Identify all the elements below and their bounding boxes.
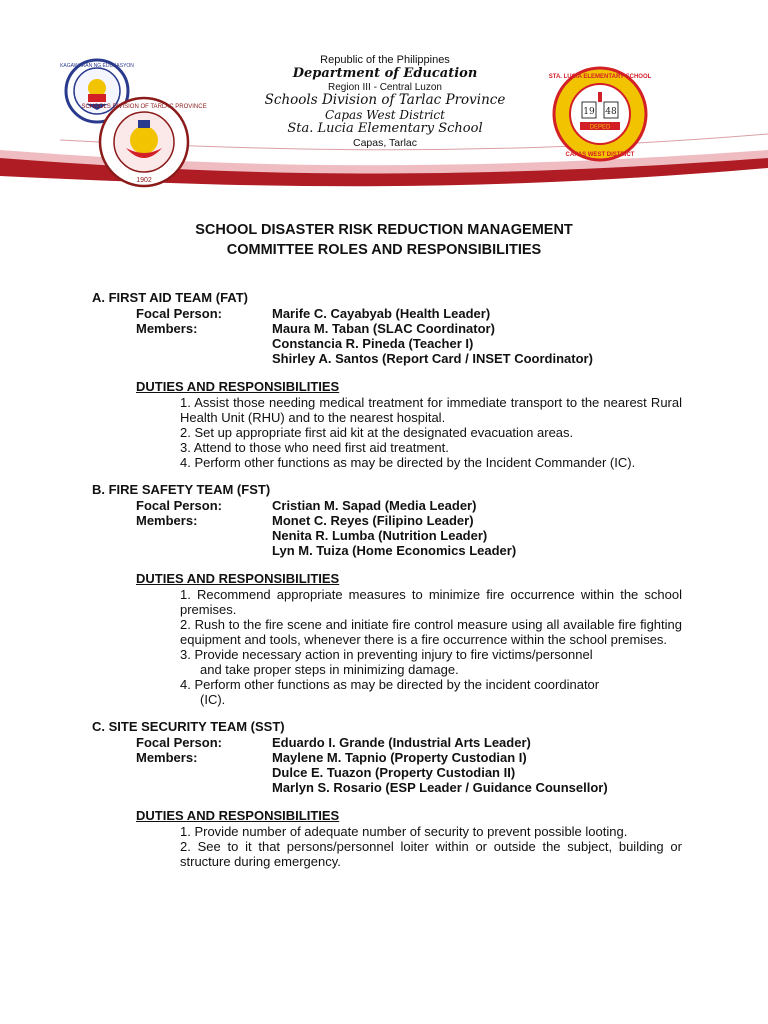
duties-list <box>180 587 682 707</box>
member-name: Constancia R. Pineda (Teacher I) <box>272 336 474 351</box>
duty-item: 1. Provide number of adequate number of security to prevent possible looting. <box>180 824 628 839</box>
member-row <box>92 780 682 795</box>
member-row <box>92 351 682 366</box>
members-label: Members: <box>136 513 198 528</box>
duties-list <box>180 395 682 470</box>
focal-row <box>92 306 682 321</box>
duty-item: 1. Recommend appropriate measures to minimize fire occurrence within the school premises. <box>180 587 682 617</box>
duties-heading: DUTIES AND RESPONSIBILITIES <box>136 808 340 823</box>
duty-item <box>180 647 682 677</box>
section-site-security-team <box>92 719 682 869</box>
deped-seal-text: KAGAWARAN NG EDUKASYON <box>60 63 134 69</box>
duties-list <box>180 824 682 869</box>
duties-heading: DUTIES AND RESPONSIBILITIES <box>136 571 340 586</box>
duty-item: 2. Set up appropriate first aid kit at the designated evacuation areas. <box>180 425 574 440</box>
member-name: Shirley A. Santos (Report Card / INSET Coordinator) <box>272 351 593 366</box>
members-label: Members: <box>136 321 198 336</box>
school-seal-year-left: 19 <box>583 107 595 117</box>
duty-line: 3. Provide necessary action in preventing injury to fire victims/personnel <box>180 647 593 662</box>
focal-person: Marife C. Cayabyab (Health Leader) <box>272 306 491 321</box>
section-fire-safety-team <box>92 482 682 707</box>
member-name: Nenita R. Lumba (Nutrition Leader) <box>272 528 488 543</box>
section-first-aid-team <box>92 290 682 470</box>
member-row <box>92 528 682 543</box>
duties-heading: DUTIES AND RESPONSIBILITIES <box>136 379 340 394</box>
duty-item: 3. Attend to those who need first aid treatment. <box>180 440 449 455</box>
division-seal-text: SCHOOLS DIVISION OF TARLAC PROVINCE <box>81 104 207 110</box>
focal-row <box>92 498 682 513</box>
school-seal-text-bottom: CAPAS WEST DISTRICT <box>565 152 635 158</box>
duty-item <box>180 677 682 707</box>
duty-item: 2. Rush to the fire scene and initiate fire control measure using all available fire fighting equipment and tools, whenever there is a fire occurrence within the school premises. <box>180 617 682 647</box>
member-row <box>92 765 682 780</box>
district-label: Capas West District <box>325 107 445 122</box>
title-line-2: COMMITTEE ROLES AND RESPONSIBILITIES <box>226 242 542 258</box>
member-row <box>92 513 682 528</box>
section-heading: A. FIRST AID TEAM (FAT) <box>92 290 248 305</box>
duty-item: 1. Assist those needing medical treatment for immediate transport to the nearest Rural Health Unit (RHU) and to the nearest hospital. <box>180 395 682 425</box>
republic-label: Republic of the Philippines <box>320 54 450 66</box>
focal-label: Focal Person: <box>136 735 222 750</box>
member-name: Lyn M. Tuiza (Home Economics Leader) <box>272 543 517 558</box>
school-seal-band: DEPED <box>589 124 611 131</box>
member-name: Monet C. Reyes (Filipino Leader) <box>272 513 474 528</box>
duty-item: 2. See to it that persons/personnel loiter within or outside the subject, building or structure during emergency. <box>180 839 682 869</box>
member-name: Dulce E. Tuazon (Property Custodian II) <box>272 765 516 780</box>
duty-item: 4. Perform other functions as may be directed by the Incident Commander (IC). <box>180 455 636 470</box>
town-label: Capas, Tarlac <box>352 137 417 150</box>
region-label: Region III - Central Luzon <box>328 81 442 93</box>
school-seal-year-right: 48 <box>605 107 617 117</box>
department-label: Department of Education <box>292 65 478 81</box>
focal-person: Eduardo I. Grande (Industrial Arts Leader) <box>272 735 531 750</box>
school-label: Sta. Lucia Elementary School <box>287 121 483 137</box>
member-name: Marlyn S. Rosario (ESP Leader / Guidance Counsellor) <box>272 780 608 795</box>
section-heading: B. FIRE SAFETY TEAM (FST) <box>92 482 271 497</box>
duty-line: 4. Perform other functions as may be directed by the incident coordinator <box>180 677 600 692</box>
section-heading: C. SITE SECURITY TEAM (SST) <box>92 719 285 734</box>
member-name: Maylene M. Tapnio (Property Custodian I) <box>272 750 527 765</box>
member-row <box>92 543 682 558</box>
focal-label: Focal Person: <box>136 306 222 321</box>
school-seal-text-top: STA. LUCIA ELEMENTARY SCHOOL <box>548 74 652 80</box>
division-seal <box>81 96 207 188</box>
focal-row <box>92 735 682 750</box>
school-seal <box>548 66 652 162</box>
division-seal-year: 1902 <box>136 177 152 184</box>
member-name: Maura M. Taban (SLAC Coordinator) <box>272 321 495 336</box>
duty-line-continued: and take proper steps in minimizing damage. <box>200 662 459 677</box>
duty-line-continued: (IC). <box>200 692 226 707</box>
letterhead-text <box>230 54 540 149</box>
focal-label: Focal Person: <box>136 498 222 513</box>
focal-person: Cristian M. Sapad (Media Leader) <box>272 498 477 513</box>
member-row <box>92 750 682 765</box>
document-title <box>0 220 768 260</box>
title-line-1: SCHOOL DISASTER RISK REDUCTION MANAGEMENT <box>195 222 573 238</box>
member-row <box>92 336 682 351</box>
member-row <box>92 321 682 336</box>
document-body <box>92 290 682 869</box>
letterhead <box>0 0 768 200</box>
division-label: Schools Division of Tarlac Province <box>264 92 506 109</box>
members-label: Members: <box>136 750 198 765</box>
